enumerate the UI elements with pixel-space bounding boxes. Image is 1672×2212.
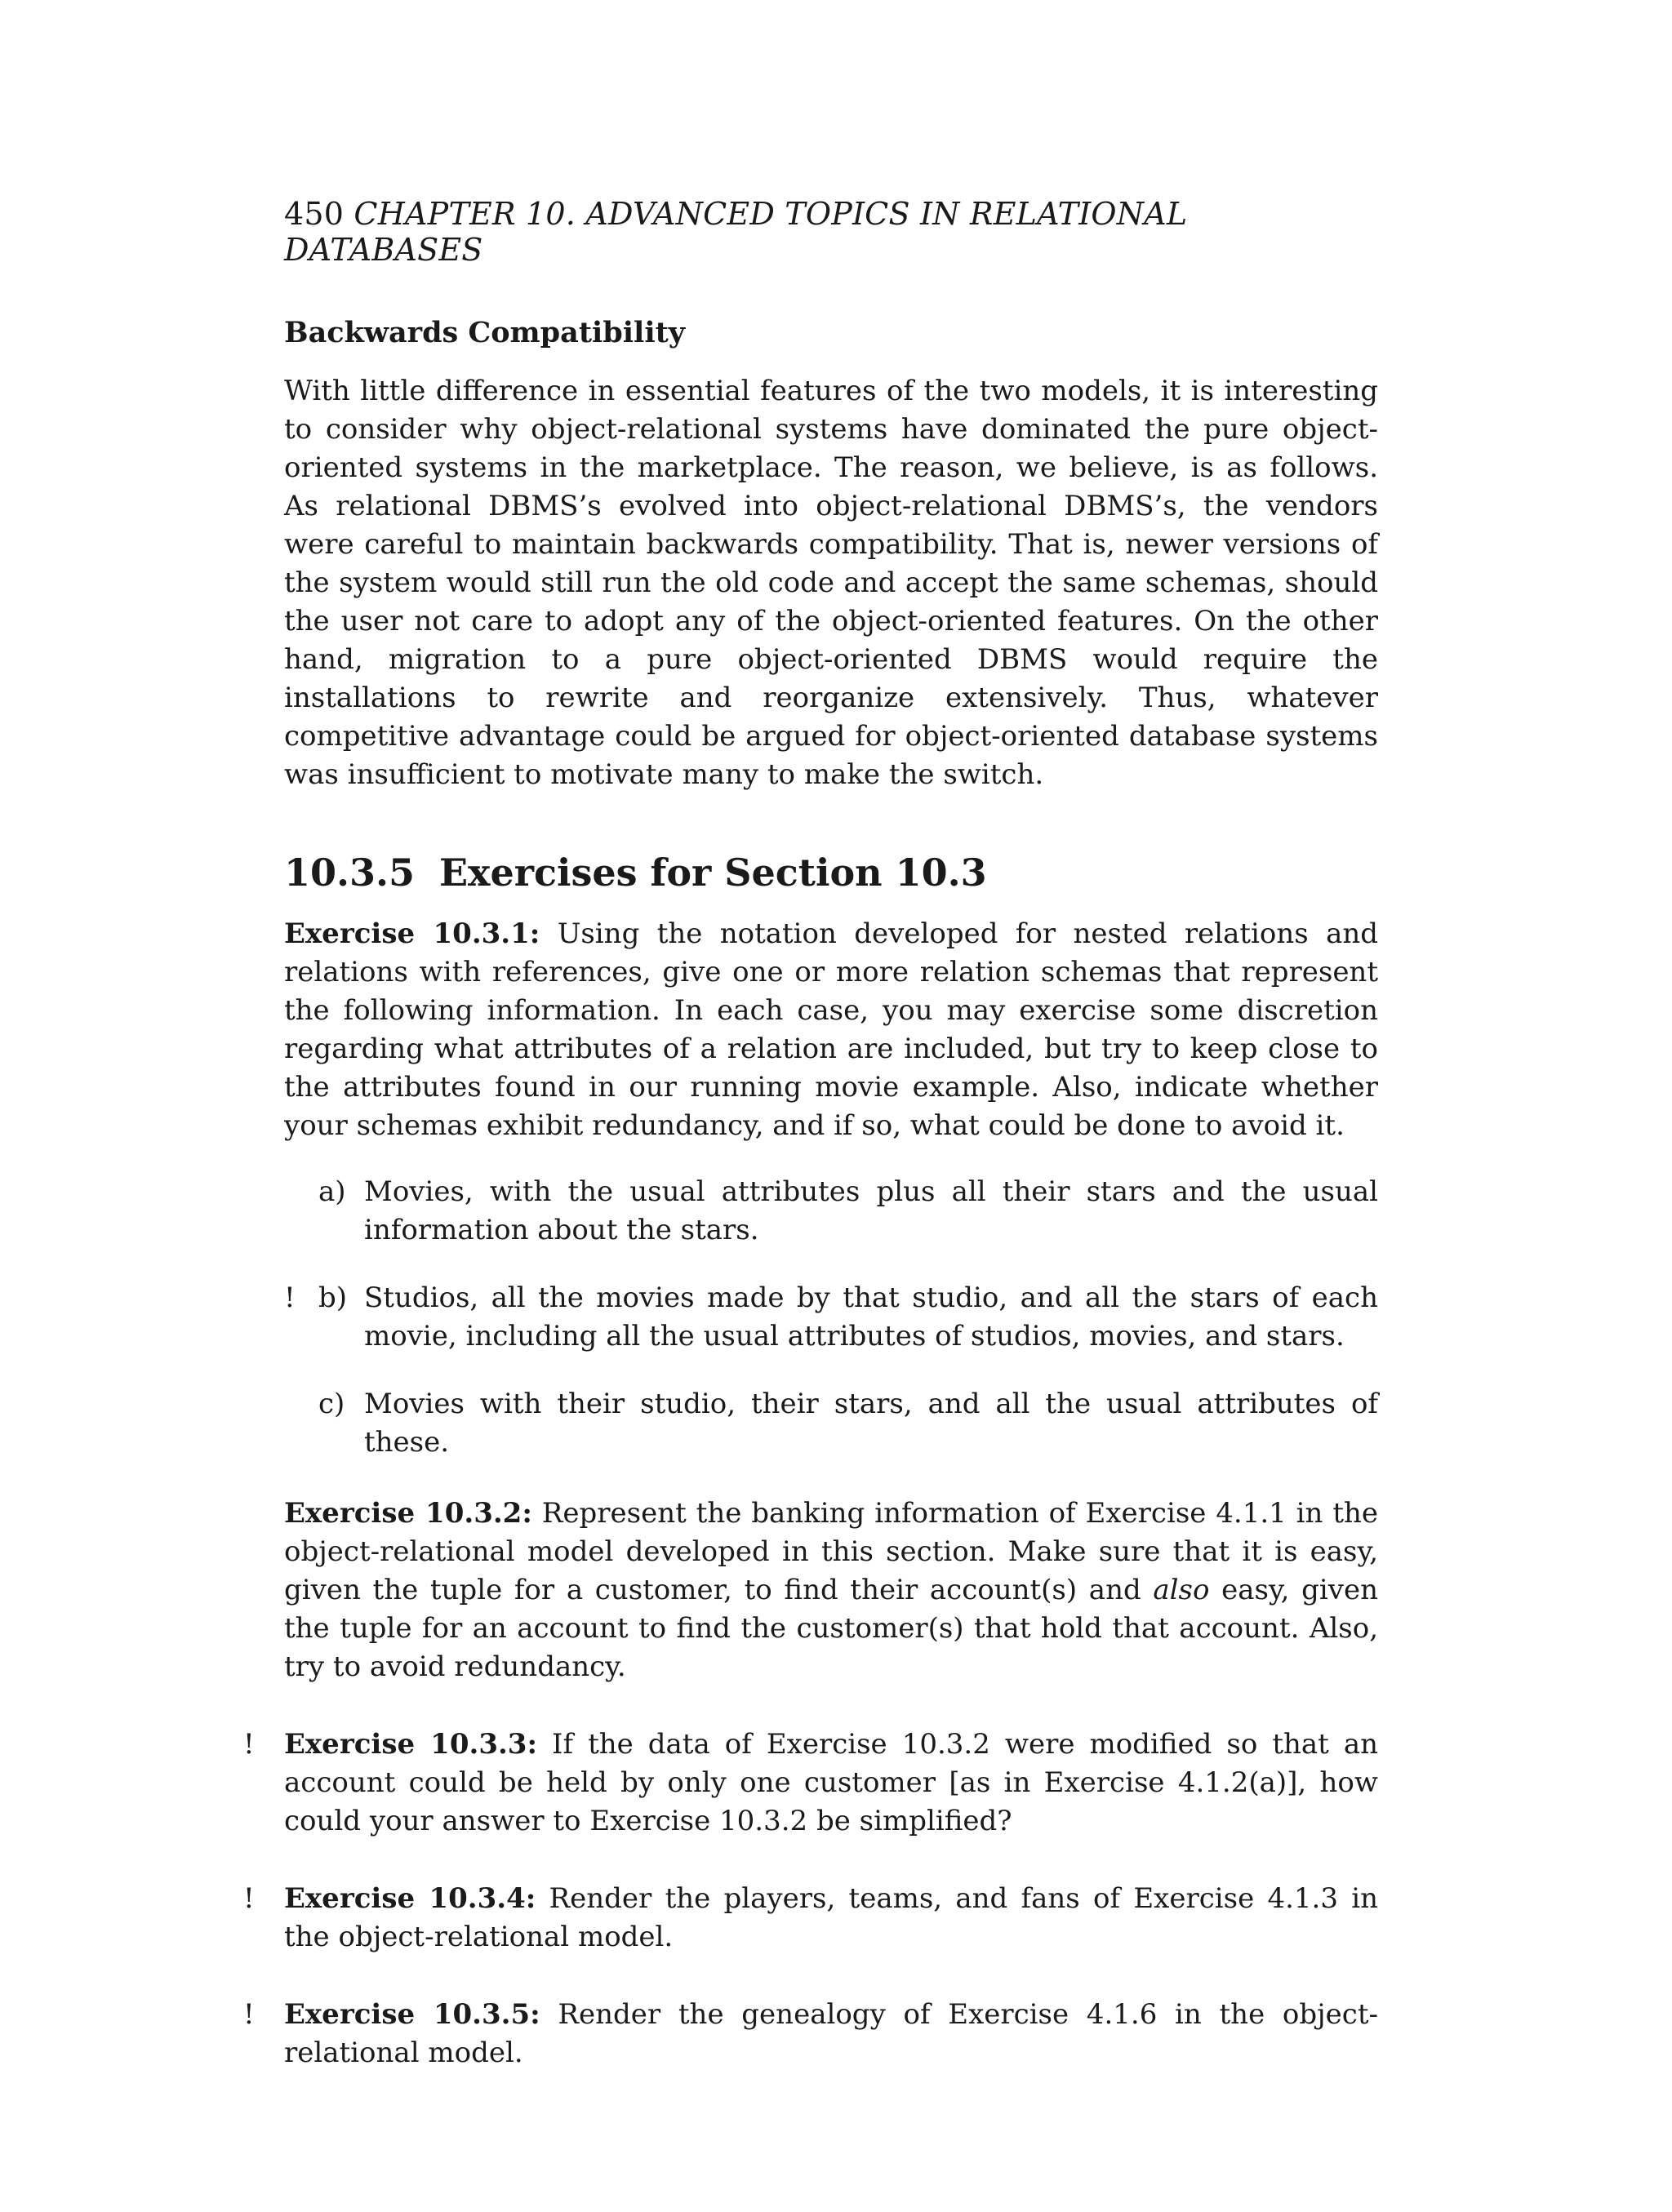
exercise-body: If the data of Exercise 10.3.2 were modified so that an account could be held by only one customer [as in Exercise 4.1.2(a)], how could your answer to Exercise 10.3.2 be simplified? (284, 1728, 1378, 1837)
emphasis: also (1153, 1574, 1210, 1606)
section-number: 10.3.5 (284, 851, 416, 895)
exercise-label: Exercise 10.3.2: (284, 1497, 532, 1530)
exercise-body-cont: easy, given the tuple for an account to find the customer(s) that hold that account. Also, try to avoid redundancy. (284, 1574, 1378, 1683)
exercise-10-3-4 (243, 1880, 1379, 1957)
exercise-10-3-3 (243, 1726, 1378, 1841)
exercise-label: Exercise 10.3.1: (284, 917, 540, 950)
item-text: Movies, with the usual attributes plus all their stars and the usual information about the stars. (364, 1175, 1378, 1246)
exercise-10-3-5 (243, 1996, 1378, 2072)
difficulty-marker: ! (243, 1998, 255, 2031)
exercise-10-3-2 (284, 1495, 1378, 1686)
difficulty-marker: ! (243, 1882, 255, 1915)
exercise-10-3-1 (284, 915, 1378, 1462)
exercise-text (284, 1726, 1378, 1841)
list-item (284, 1385, 1378, 1462)
difficulty-marker: ! (284, 1281, 296, 1314)
document-page (243, 196, 1379, 2072)
exercise-label: Exercise 10.3.5: (284, 1998, 540, 2031)
item-text: Studios, all the movies made by that studio, and all the stars of each movie, including all the usual attributes of studios, movies, and stars. (364, 1281, 1378, 1353)
list-item (284, 1173, 1378, 1250)
exercise-text (284, 1996, 1378, 2072)
exercise-label: Exercise 10.3.4: (284, 1882, 536, 1915)
item-text: Movies with their studio, their stars, and all the usual attributes of these. (364, 1388, 1378, 1459)
chapter-title: CHAPTER 10. ADVANCED TOPICS IN RELATIONAL DATABASES (284, 196, 1188, 268)
item-label: b) (318, 1281, 348, 1314)
exercise-text (284, 1495, 1378, 1686)
page-number: 450 (284, 196, 345, 232)
exercise-text (284, 1880, 1378, 1957)
item-label: a) (318, 1175, 346, 1208)
exercise-body: Using the notation developed for nested relations and relations with references, give one or more relation schemas that represent the following information. In each case, you may exercise some discretion regarding what attributes of a relation are included, but try to keep close to the attributes found in our running movie example. Also, indicate whether your schemas exhibit redundancy, and if so, what could be done to avoid it. (284, 917, 1379, 1142)
exercise-label: Exercise 10.3.3: (284, 1728, 538, 1761)
section-title-text: Exercises for Section 10.3 (439, 851, 987, 895)
section-heading (284, 850, 1378, 895)
subsection-heading: Backwards Compatibility (284, 316, 686, 349)
exercise-body: Render the players, teams, and fans of Exercise 4.1.3 in the object-relational model. (284, 1882, 1379, 1953)
subsection-body: With little difference in essential features of the two models, it is interesting to consider why object-relational systems have dominated the pure object-oriented systems in the marketplace. The reason, we believe, is as follows. As relational DBMS’s evolved into object-relational DBMS’s, the vendors were careful to maintain backwards compatibility. That is, newer versions of the system would still run the old code and accept the same schemas, should the user not care to adopt any of the object-oriented features. On the other hand, migration to a pure object-oriented DBMS would require the installations to rewrite and reorganize extensively. Thus, whatever competitive advantage could be argued for object-oriented database systems was insufficient to motivate many to make the switch. (284, 375, 1378, 791)
exercise-text (284, 915, 1378, 1145)
exercise-body: Represent the banking information of Exercise 4.1.1 in the object-relational model developed in this section. Make sure that it is easy, given the tuple for a customer, to find their account(s) and (284, 1497, 1379, 1606)
item-label: c) (318, 1388, 345, 1420)
exercise-body: Render the genealogy of Exercise 4.1.6 in the object-relational model. (284, 1998, 1378, 2069)
difficulty-marker: ! (243, 1728, 255, 1761)
running-head (284, 196, 1378, 268)
exercise-item-list (284, 1173, 1378, 1462)
list-item (284, 1279, 1378, 1356)
